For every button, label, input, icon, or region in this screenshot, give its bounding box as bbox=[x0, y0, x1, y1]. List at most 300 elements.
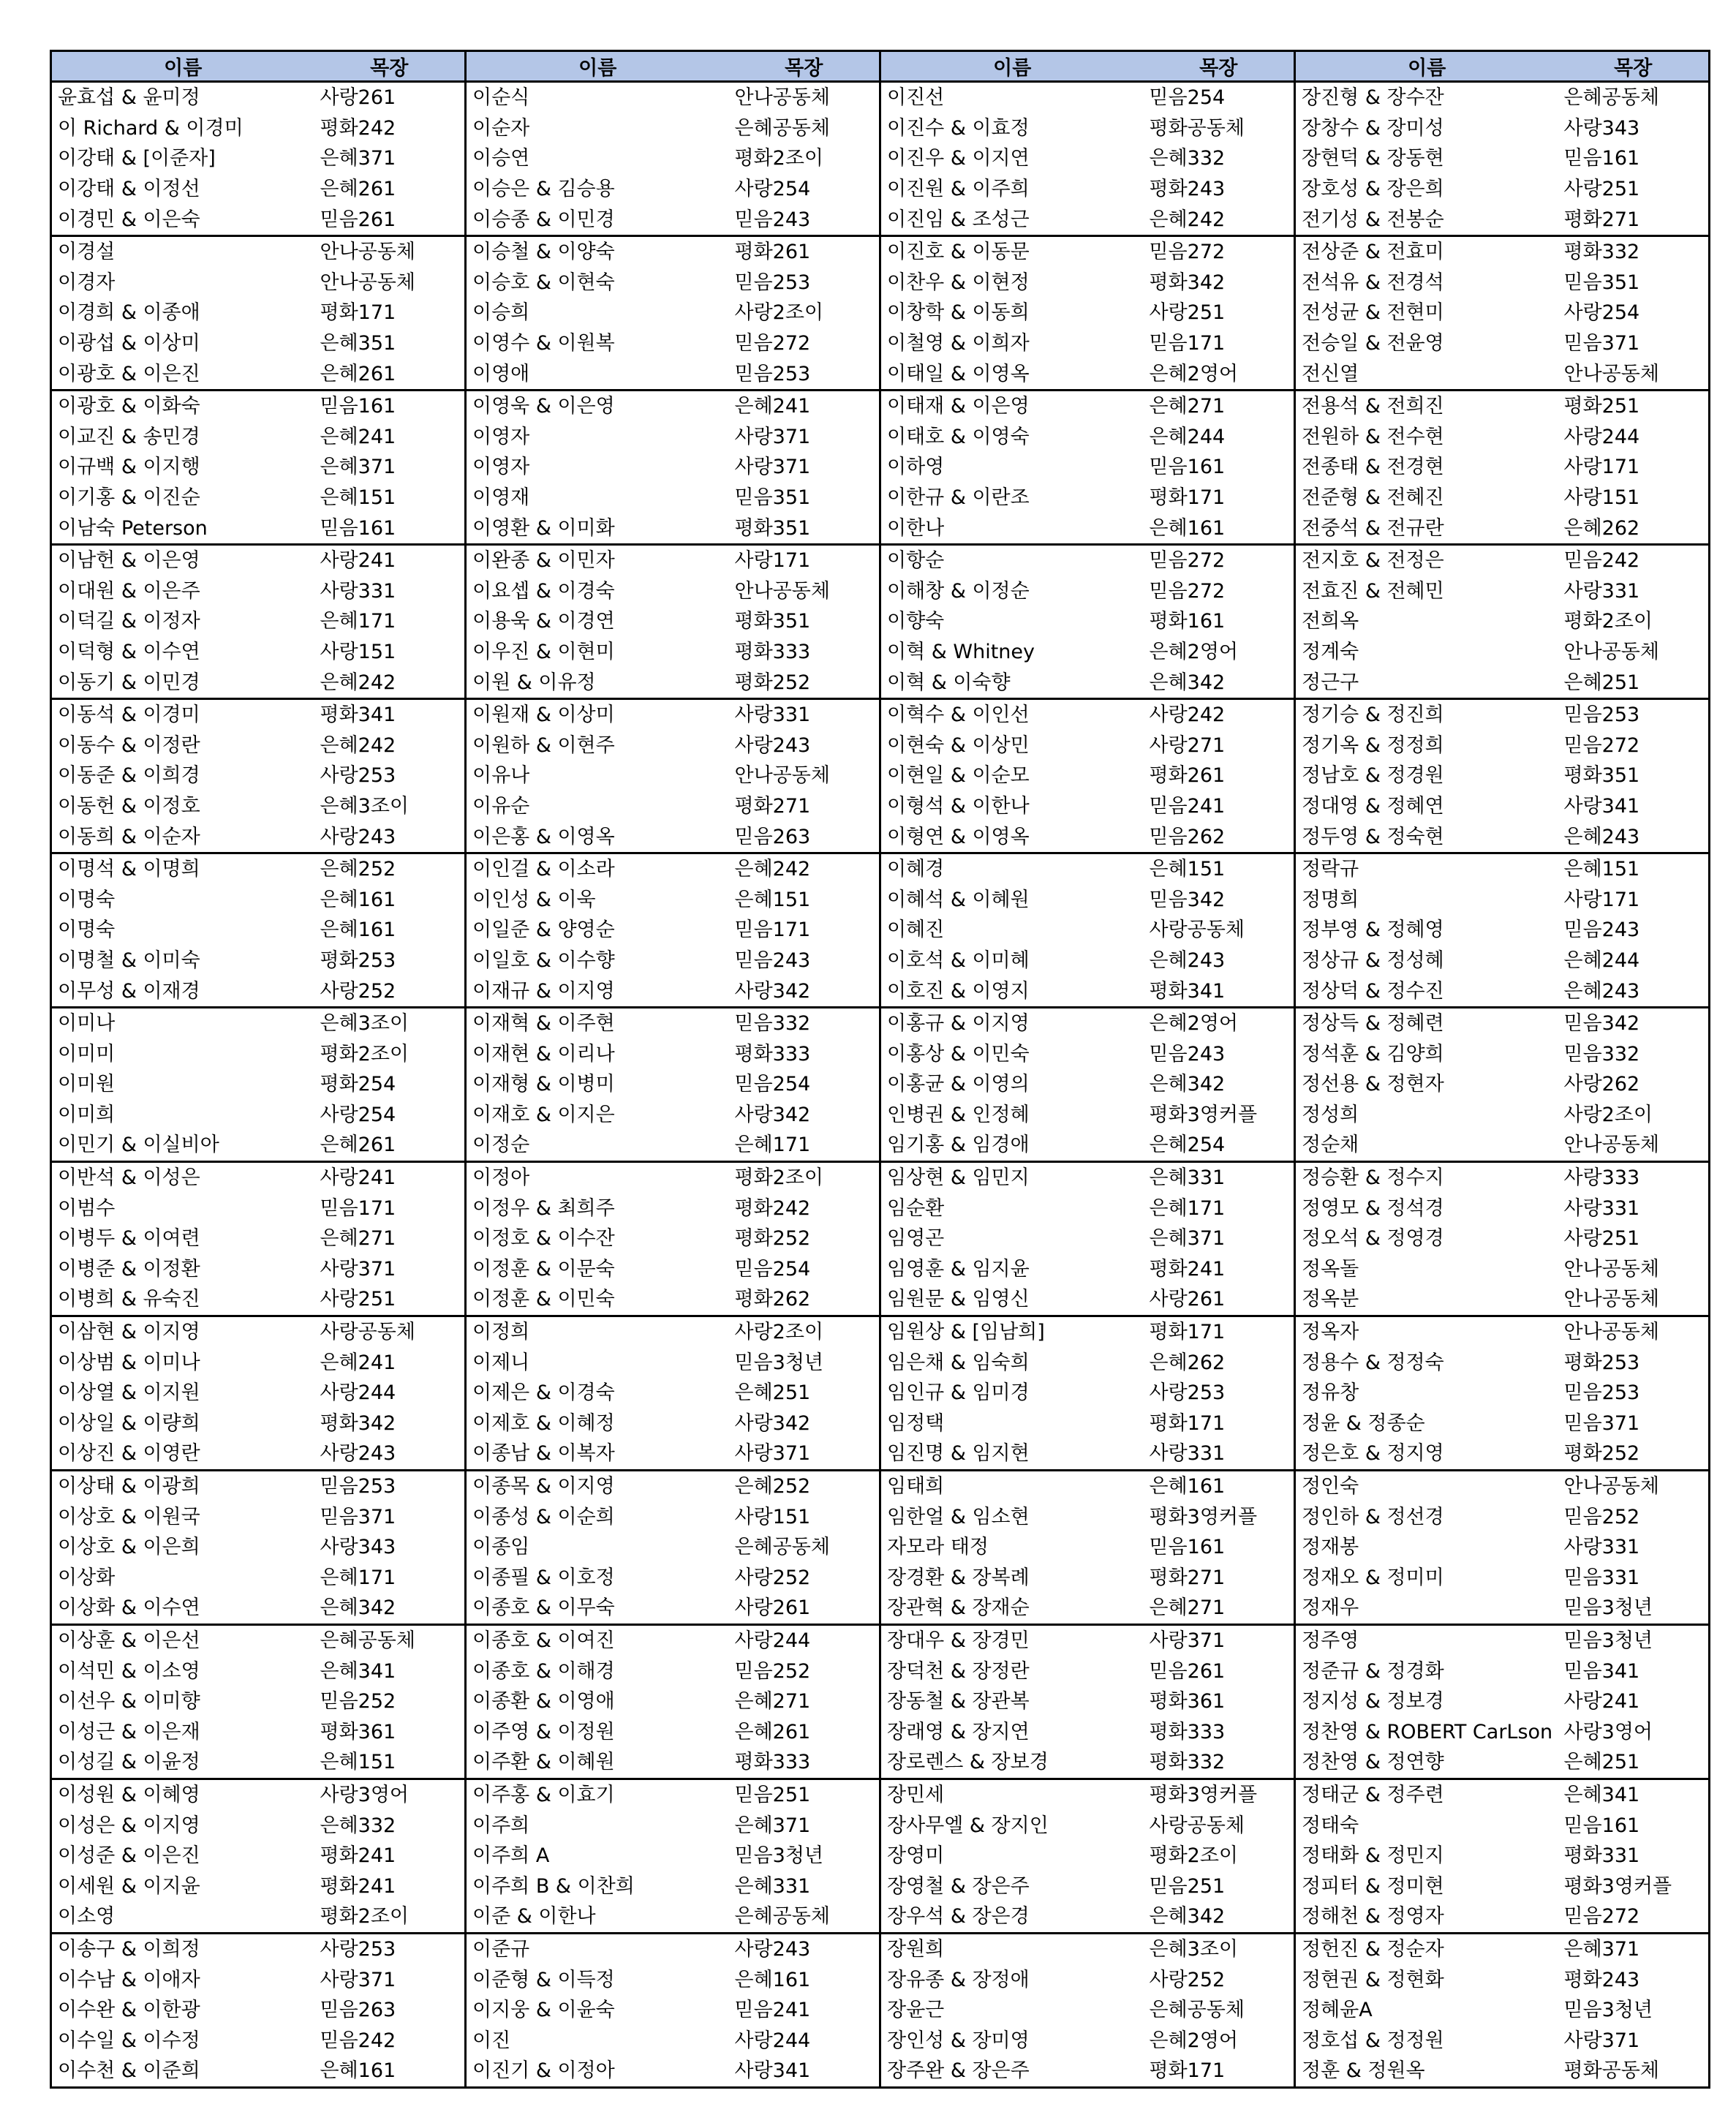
group-cell: 은혜371 bbox=[314, 452, 466, 483]
member-name-cell: 이동희 & 이순자 bbox=[51, 821, 314, 853]
table-row bbox=[51, 1563, 1710, 1594]
member-name-cell: 장경환 & 장복례 bbox=[880, 1563, 1144, 1594]
group-cell: 평화171 bbox=[1144, 1409, 1295, 1439]
member-name-cell: 이송구 & 이희정 bbox=[51, 1933, 314, 1964]
member-name-cell: 이인성 & 이욱 bbox=[466, 884, 729, 915]
member-name-cell: 정유창 bbox=[1295, 1378, 1558, 1409]
table-row bbox=[51, 1409, 1710, 1439]
member-name-cell: 정찬영 & ROBERT CarLson bbox=[1295, 1716, 1558, 1747]
group-cell: 평화333 bbox=[729, 637, 880, 668]
member-name-cell: 이기홍 & 이진순 bbox=[51, 483, 314, 513]
member-name-cell: 장호성 & 장은희 bbox=[1295, 174, 1558, 205]
member-name-cell: 이태호 & 이영숙 bbox=[880, 422, 1144, 453]
group-cell: 은혜244 bbox=[1144, 422, 1295, 453]
table-row bbox=[51, 235, 1710, 267]
table-row bbox=[51, 853, 1710, 884]
group-cell: 사랑251 bbox=[1558, 1223, 1710, 1254]
member-name-cell: 이광섭 & 이상미 bbox=[51, 328, 314, 359]
group-cell: 사랑371 bbox=[729, 452, 880, 483]
group-cell: 사랑254 bbox=[314, 1100, 466, 1131]
member-name-cell: 이영환 & 이미화 bbox=[466, 513, 729, 544]
member-name-cell: 이동석 & 이경미 bbox=[51, 698, 314, 730]
group-cell: 은혜251 bbox=[1558, 667, 1710, 698]
group-cell: 안나공동체 bbox=[1558, 358, 1710, 390]
member-name-cell: 이정훈 & 이민숙 bbox=[466, 1284, 729, 1316]
group-cell: 사랑331 bbox=[1558, 1532, 1710, 1563]
member-name-cell: 전성균 & 전현미 bbox=[1295, 298, 1558, 328]
group-cell: 은혜242 bbox=[1144, 204, 1295, 235]
table-row bbox=[51, 1747, 1710, 1779]
member-name-cell: 정순채 bbox=[1295, 1130, 1558, 1161]
table-row bbox=[51, 513, 1710, 544]
table-row bbox=[51, 2056, 1710, 2087]
member-name-cell: 이상호 & 이은희 bbox=[51, 1532, 314, 1563]
member-name-cell: 이홍상 & 이민숙 bbox=[880, 1038, 1144, 1069]
member-name-cell: 이성은 & 이지영 bbox=[51, 1810, 314, 1841]
member-name-cell: 이형연 & 이영옥 bbox=[880, 821, 1144, 853]
group-cell: 은혜351 bbox=[314, 328, 466, 359]
table-row bbox=[51, 1347, 1710, 1378]
group-cell: 믿음253 bbox=[729, 268, 880, 298]
group-cell: 사랑271 bbox=[1144, 730, 1295, 761]
group-cell: 사랑371 bbox=[729, 1438, 880, 1470]
group-cell: 평화161 bbox=[1144, 606, 1295, 637]
member-name-cell: 이진호 & 이동문 bbox=[880, 235, 1144, 267]
group-cell: 은혜251 bbox=[1558, 1747, 1710, 1779]
group-cell: 믿음371 bbox=[314, 1501, 466, 1532]
member-name-cell: 이주환 & 이혜원 bbox=[466, 1747, 729, 1779]
group-cell: 사랑243 bbox=[314, 1438, 466, 1470]
group-cell: 사랑241 bbox=[314, 1161, 466, 1193]
member-name-cell: 이영수 & 이원복 bbox=[466, 328, 729, 359]
group-cell: 은혜151 bbox=[1558, 853, 1710, 884]
group-cell: 사랑333 bbox=[1558, 1161, 1710, 1193]
group-cell: 은혜371 bbox=[1558, 1933, 1710, 1964]
group-cell: 사랑343 bbox=[314, 1532, 466, 1563]
group-cell: 평화252 bbox=[729, 667, 880, 698]
group-cell: 평화공동체 bbox=[1144, 113, 1295, 144]
group-cell: 평화243 bbox=[1558, 1964, 1710, 1995]
member-name-cell: 이선우 & 이미향 bbox=[51, 1686, 314, 1717]
table-row bbox=[51, 1686, 1710, 1717]
group-cell: 평화171 bbox=[1144, 2056, 1295, 2087]
member-name-cell: 이종환 & 이영애 bbox=[466, 1686, 729, 1717]
member-name-cell: 이승철 & 이양숙 bbox=[466, 235, 729, 267]
member-name-cell: 이찬우 & 이현정 bbox=[880, 268, 1144, 298]
group-cell: 믿음261 bbox=[1144, 1656, 1295, 1686]
group-cell: 믿음251 bbox=[729, 1779, 880, 1810]
group-cell: 은혜262 bbox=[1144, 1347, 1295, 1378]
table-row bbox=[51, 1378, 1710, 1409]
member-name-cell: 이원 & 이유정 bbox=[466, 667, 729, 698]
member-name-cell: 이태일 & 이영옥 bbox=[880, 358, 1144, 390]
member-name-cell: 이요셉 & 이경숙 bbox=[466, 576, 729, 607]
group-cell: 믿음251 bbox=[1144, 1871, 1295, 1901]
group-cell: 은혜341 bbox=[314, 1656, 466, 1686]
group-cell: 안나공동체 bbox=[314, 268, 466, 298]
table-row bbox=[51, 1130, 1710, 1161]
group-cell: 믿음242 bbox=[1558, 544, 1710, 576]
group-cell: 사랑151 bbox=[314, 637, 466, 668]
member-name-cell: 이유나 bbox=[466, 761, 729, 791]
group-cell: 평화공동체 bbox=[1558, 2056, 1710, 2087]
member-name-cell: 이병희 & 유숙진 bbox=[51, 1284, 314, 1316]
member-name-cell: 정재우 bbox=[1295, 1593, 1558, 1624]
member-name-cell: 전중석 & 전규란 bbox=[1295, 513, 1558, 544]
group-cell: 사랑254 bbox=[1558, 298, 1710, 328]
member-name-cell: 이종호 & 이해경 bbox=[466, 1656, 729, 1686]
group-cell: 믿음332 bbox=[1558, 1038, 1710, 1069]
table-row bbox=[51, 390, 1710, 421]
member-name-cell: 정상덕 & 정수진 bbox=[1295, 976, 1558, 1007]
group-cell: 사랑244 bbox=[729, 1624, 880, 1656]
member-name-cell: 이승호 & 이현숙 bbox=[466, 268, 729, 298]
member-name-cell: 이향숙 bbox=[880, 606, 1144, 637]
member-name-cell: 이호석 & 이미혜 bbox=[880, 946, 1144, 976]
group-cell: 사랑331 bbox=[314, 576, 466, 607]
group-cell: 믿음254 bbox=[1144, 82, 1295, 113]
group-cell: 은혜151 bbox=[314, 483, 466, 513]
group-cell: 은혜331 bbox=[729, 1871, 880, 1901]
group-cell: 평화361 bbox=[1144, 1686, 1295, 1717]
group-cell: 사랑253 bbox=[314, 1933, 466, 1964]
group-cell: 은혜244 bbox=[1558, 946, 1710, 976]
table-row bbox=[51, 1038, 1710, 1069]
member-name-cell: 이우진 & 이현미 bbox=[466, 637, 729, 668]
member-name-cell: 이진 bbox=[466, 2025, 729, 2056]
member-name-cell: 이준 & 이한나 bbox=[466, 1901, 729, 1933]
member-name-cell: 장주완 & 장은주 bbox=[880, 2056, 1144, 2087]
member-name-cell: 이수완 & 이한광 bbox=[51, 1995, 314, 2026]
table-body bbox=[51, 82, 1710, 2088]
group-cell: 평화252 bbox=[1558, 1438, 1710, 1470]
group-cell: 믿음241 bbox=[729, 1995, 880, 2026]
group-cell: 사랑343 bbox=[1558, 113, 1710, 144]
member-name-cell: 장래영 & 장지연 bbox=[880, 1716, 1144, 1747]
member-name-cell: 장창수 & 장미성 bbox=[1295, 113, 1558, 144]
group-cell: 평화261 bbox=[1144, 761, 1295, 791]
group-cell: 평화242 bbox=[314, 113, 466, 144]
group-cell: 은혜공동체 bbox=[314, 1624, 466, 1656]
group-cell: 사랑171 bbox=[1558, 452, 1710, 483]
group-cell: 평화351 bbox=[1558, 761, 1710, 791]
member-name-cell: 이소영 bbox=[51, 1901, 314, 1933]
member-name-cell: 이순식 bbox=[466, 82, 729, 113]
member-name-cell: 이정아 bbox=[466, 1161, 729, 1193]
member-name-cell: 정상득 & 정혜련 bbox=[1295, 1007, 1558, 1038]
member-name-cell: 이미원 bbox=[51, 1069, 314, 1100]
group-cell: 사랑244 bbox=[314, 1378, 466, 1409]
group-cell: 믿음161 bbox=[1144, 452, 1295, 483]
member-name-cell: 임원상 & [임남희] bbox=[880, 1316, 1144, 1347]
group-cell: 은혜243 bbox=[1144, 946, 1295, 976]
group-cell: 사랑371 bbox=[1558, 2025, 1710, 2056]
member-name-cell: 정지성 & 정보경 bbox=[1295, 1686, 1558, 1717]
group-cell: 은혜342 bbox=[1144, 667, 1295, 698]
member-name-cell: 정헌진 & 정순자 bbox=[1295, 1933, 1558, 1964]
member-name-cell: 임원문 & 임영신 bbox=[880, 1284, 1144, 1316]
member-name-cell: 이병준 & 이정환 bbox=[51, 1254, 314, 1285]
member-name-cell: 이 Richard & 이경미 bbox=[51, 113, 314, 144]
member-name-cell: 임태희 bbox=[880, 1470, 1144, 1501]
member-name-cell: 이주홍 & 이효기 bbox=[466, 1779, 729, 1810]
table-row bbox=[51, 637, 1710, 668]
group-cell: 은혜161 bbox=[314, 915, 466, 946]
group-cell: 안나공동체 bbox=[1558, 1470, 1710, 1501]
group-cell: 사랑241 bbox=[314, 544, 466, 576]
member-name-cell: 이경민 & 이은숙 bbox=[51, 204, 314, 235]
table-row bbox=[51, 915, 1710, 946]
group-cell: 평화271 bbox=[729, 791, 880, 822]
group-cell: 안나공동체 bbox=[729, 82, 880, 113]
group-cell: 사랑171 bbox=[1558, 884, 1710, 915]
group-cell: 은혜3조이 bbox=[314, 791, 466, 822]
group-cell: 사랑341 bbox=[729, 2056, 880, 2087]
member-name-cell: 임인규 & 임미경 bbox=[880, 1378, 1144, 1409]
member-name-cell: 이경자 bbox=[51, 268, 314, 298]
group-cell: 사랑공동체 bbox=[314, 1316, 466, 1347]
member-name-cell: 이광호 & 이화숙 bbox=[51, 390, 314, 421]
member-name-cell: 정재봉 bbox=[1295, 1532, 1558, 1563]
group-cell: 평화2조이 bbox=[729, 1161, 880, 1193]
member-name-cell: 이재현 & 이리나 bbox=[466, 1038, 729, 1069]
member-name-cell: 이남숙 Peterson bbox=[51, 513, 314, 544]
group-cell: 평화2조이 bbox=[1558, 606, 1710, 637]
group-cell: 믿음342 bbox=[1558, 1007, 1710, 1038]
group-cell: 믿음371 bbox=[1558, 328, 1710, 359]
group-cell: 안나공동체 bbox=[1558, 1316, 1710, 1347]
group-cell: 평화333 bbox=[729, 1747, 880, 1779]
group-cell: 믿음272 bbox=[1144, 576, 1295, 607]
group-cell: 믿음254 bbox=[729, 1254, 880, 1285]
member-name-cell: 임진명 & 임지현 bbox=[880, 1438, 1144, 1470]
group-cell: 믿음331 bbox=[1558, 1563, 1710, 1594]
table-row bbox=[51, 1161, 1710, 1193]
group-cell: 사랑254 bbox=[729, 174, 880, 205]
group-cell: 사랑243 bbox=[314, 821, 466, 853]
member-name-cell: 이성원 & 이혜영 bbox=[51, 1779, 314, 1810]
group-cell: 평화342 bbox=[314, 1409, 466, 1439]
member-name-cell: 이창학 & 이동희 bbox=[880, 298, 1144, 328]
group-cell: 평화332 bbox=[1558, 235, 1710, 267]
member-name-cell: 정호섭 & 정정원 bbox=[1295, 2025, 1558, 2056]
group-cell: 은혜332 bbox=[1144, 143, 1295, 174]
table-row bbox=[51, 2025, 1710, 2056]
group-cell: 믿음272 bbox=[729, 328, 880, 359]
member-name-cell: 이경설 bbox=[51, 235, 314, 267]
group-cell: 은혜242 bbox=[314, 667, 466, 698]
member-name-cell: 이준형 & 이득정 bbox=[466, 1964, 729, 1995]
group-cell: 믿음252 bbox=[314, 1686, 466, 1717]
group-cell: 은혜342 bbox=[1144, 1901, 1295, 1933]
member-name-cell: 이형석 & 이한나 bbox=[880, 791, 1144, 822]
table-row bbox=[51, 1871, 1710, 1901]
table-row bbox=[51, 1100, 1710, 1131]
group-cell: 사랑342 bbox=[729, 976, 880, 1007]
group-cell: 은혜151 bbox=[314, 1747, 466, 1779]
member-name-cell: 정옥돌 bbox=[1295, 1254, 1558, 1285]
group-cell: 사랑253 bbox=[314, 761, 466, 791]
member-name-cell: 이혜경 bbox=[880, 853, 1144, 884]
group-cell: 은혜371 bbox=[1144, 1223, 1295, 1254]
group-cell: 은혜241 bbox=[314, 1347, 466, 1378]
member-name-cell: 이완종 & 이민자 bbox=[466, 544, 729, 576]
member-name-cell: 이영재 bbox=[466, 483, 729, 513]
member-name-cell: 이수일 & 이수정 bbox=[51, 2025, 314, 2056]
table-row bbox=[51, 82, 1710, 113]
table-row bbox=[51, 1316, 1710, 1347]
group-cell: 믿음171 bbox=[314, 1193, 466, 1223]
table-row bbox=[51, 1470, 1710, 1501]
group-cell: 믿음263 bbox=[729, 821, 880, 853]
group-cell: 안나공동체 bbox=[729, 761, 880, 791]
column-header-name: 이름 bbox=[1295, 51, 1558, 82]
member-name-cell: 이진임 & 조성근 bbox=[880, 204, 1144, 235]
group-cell: 사랑253 bbox=[1144, 1378, 1295, 1409]
group-cell: 은혜161 bbox=[1144, 1470, 1295, 1501]
group-cell: 은혜261 bbox=[729, 1716, 880, 1747]
table-row bbox=[51, 1716, 1710, 1747]
member-name-cell: 정재오 & 정미미 bbox=[1295, 1563, 1558, 1594]
member-name-cell: 정계숙 bbox=[1295, 637, 1558, 668]
group-cell: 은혜171 bbox=[729, 1130, 880, 1161]
table-row bbox=[51, 1223, 1710, 1254]
member-name-cell: 임기홍 & 임경애 bbox=[880, 1130, 1144, 1161]
member-name-cell: 이종호 & 이무숙 bbox=[466, 1593, 729, 1624]
group-cell: 은혜2영어 bbox=[1144, 2025, 1295, 2056]
group-cell: 은혜242 bbox=[729, 853, 880, 884]
member-name-cell: 이재형 & 이병미 bbox=[466, 1069, 729, 1100]
member-name-cell: 정혜윤A bbox=[1295, 1995, 1558, 2026]
member-name-cell: 정석훈 & 김양희 bbox=[1295, 1038, 1558, 1069]
group-cell: 사랑151 bbox=[729, 1501, 880, 1532]
group-cell: 은혜161 bbox=[729, 1964, 880, 1995]
group-cell: 사랑331 bbox=[1558, 1193, 1710, 1223]
group-cell: 은혜261 bbox=[314, 174, 466, 205]
member-name-cell: 장대우 & 장경민 bbox=[880, 1624, 1144, 1656]
group-cell: 평화241 bbox=[1144, 1254, 1295, 1285]
group-cell: 은혜252 bbox=[314, 853, 466, 884]
group-cell: 사랑371 bbox=[729, 422, 880, 453]
member-name-cell: 장인성 & 장미영 bbox=[880, 2025, 1144, 2056]
group-cell: 은혜262 bbox=[1558, 513, 1710, 544]
group-cell: 평화333 bbox=[729, 1038, 880, 1069]
table-row bbox=[51, 576, 1710, 607]
member-name-cell: 이무성 & 이재경 bbox=[51, 976, 314, 1007]
table-row bbox=[51, 298, 1710, 328]
member-name-cell: 이제은 & 이경숙 bbox=[466, 1378, 729, 1409]
group-cell: 은혜161 bbox=[314, 884, 466, 915]
member-name-cell: 이명숙 bbox=[51, 884, 314, 915]
member-name-cell: 이혜석 & 이혜원 bbox=[880, 884, 1144, 915]
group-cell: 믿음351 bbox=[729, 483, 880, 513]
member-name-cell: 이삼현 & 이지영 bbox=[51, 1316, 314, 1347]
member-name-cell: 이승은 & 김승용 bbox=[466, 174, 729, 205]
member-name-cell: 이명석 & 이명희 bbox=[51, 853, 314, 884]
table-row bbox=[51, 884, 1710, 915]
member-name-cell: 이덕길 & 이정자 bbox=[51, 606, 314, 637]
member-name-cell: 정태숙 bbox=[1295, 1810, 1558, 1841]
member-name-cell: 장사무엘 & 장지인 bbox=[880, 1810, 1144, 1841]
column-header-group: 목장 bbox=[729, 51, 880, 82]
group-cell: 은혜171 bbox=[314, 1563, 466, 1594]
member-name-cell: 이미희 bbox=[51, 1100, 314, 1131]
column-header-group: 목장 bbox=[1558, 51, 1710, 82]
group-cell: 믿음161 bbox=[1558, 143, 1710, 174]
group-cell: 평화333 bbox=[1144, 1716, 1295, 1747]
member-name-cell: 이상훈 & 이은선 bbox=[51, 1624, 314, 1656]
group-cell: 은혜161 bbox=[1144, 513, 1295, 544]
table-row bbox=[51, 1933, 1710, 1964]
group-cell: 사랑262 bbox=[1558, 1069, 1710, 1100]
group-cell: 평화254 bbox=[314, 1069, 466, 1100]
member-name-cell: 이정희 bbox=[466, 1316, 729, 1347]
group-cell: 은혜243 bbox=[1558, 821, 1710, 853]
member-name-cell: 이영애 bbox=[466, 358, 729, 390]
member-name-cell: 이항순 bbox=[880, 544, 1144, 576]
table-row bbox=[51, 422, 1710, 453]
group-cell: 평화252 bbox=[729, 1223, 880, 1254]
table-row bbox=[51, 1254, 1710, 1285]
column-header-name: 이름 bbox=[51, 51, 314, 82]
member-name-cell: 정준규 & 정경화 bbox=[1295, 1656, 1558, 1686]
member-name-cell: 정부영 & 정혜영 bbox=[1295, 915, 1558, 946]
group-cell: 은혜371 bbox=[314, 143, 466, 174]
group-cell: 사랑2조이 bbox=[729, 1316, 880, 1347]
group-cell: 믿음243 bbox=[1558, 915, 1710, 946]
member-name-cell: 전기성 & 전봉순 bbox=[1295, 204, 1558, 235]
member-name-cell: 이혁 & 이숙향 bbox=[880, 667, 1144, 698]
member-name-cell: 장덕천 & 장정란 bbox=[880, 1656, 1144, 1686]
member-name-cell: 정대영 & 정혜연 bbox=[1295, 791, 1558, 822]
member-name-cell: 이정순 bbox=[466, 1130, 729, 1161]
member-name-cell: 이상화 bbox=[51, 1563, 314, 1594]
group-cell: 믿음341 bbox=[1558, 1656, 1710, 1686]
group-cell: 믿음3청년 bbox=[1558, 1593, 1710, 1624]
member-name-cell: 이종남 & 이복자 bbox=[466, 1438, 729, 1470]
member-name-cell: 정인하 & 정선경 bbox=[1295, 1501, 1558, 1532]
member-name-cell: 장우석 & 장은경 bbox=[880, 1901, 1144, 1933]
member-name-cell: 장영철 & 장은주 bbox=[880, 1871, 1144, 1901]
member-name-cell: 정기승 & 정진희 bbox=[1295, 698, 1558, 730]
group-cell: 믿음253 bbox=[314, 1470, 466, 1501]
member-name-cell: 이명철 & 이미숙 bbox=[51, 946, 314, 976]
member-name-cell: 정두영 & 정숙현 bbox=[1295, 821, 1558, 853]
group-cell: 사랑244 bbox=[729, 2025, 880, 2056]
group-cell: 은혜331 bbox=[1144, 1161, 1295, 1193]
member-name-cell: 전원하 & 전수현 bbox=[1295, 422, 1558, 453]
group-cell: 은혜271 bbox=[314, 1223, 466, 1254]
table-row bbox=[51, 1656, 1710, 1686]
group-cell: 평화171 bbox=[1144, 1316, 1295, 1347]
member-name-cell: 이강태 & 이정선 bbox=[51, 174, 314, 205]
member-name-cell: 이지웅 & 이윤숙 bbox=[466, 1995, 729, 2026]
group-cell: 믿음161 bbox=[1144, 1532, 1295, 1563]
member-name-cell: 이주희 B & 이찬희 bbox=[466, 1871, 729, 1901]
group-cell: 믿음254 bbox=[729, 1069, 880, 1100]
member-name-cell: 정훈 & 정원옥 bbox=[1295, 2056, 1558, 2087]
group-cell: 믿음263 bbox=[314, 1995, 466, 2026]
member-name-cell: 장윤근 bbox=[880, 1995, 1144, 2026]
member-name-cell: 임순환 bbox=[880, 1193, 1144, 1223]
group-cell: 믿음252 bbox=[1558, 1501, 1710, 1532]
group-cell: 믿음253 bbox=[729, 358, 880, 390]
member-name-cell: 이동기 & 이민경 bbox=[51, 667, 314, 698]
member-name-cell: 임정택 bbox=[880, 1409, 1144, 1439]
member-name-cell: 이종목 & 이지영 bbox=[466, 1470, 729, 1501]
group-cell: 안나공동체 bbox=[1558, 1130, 1710, 1161]
group-cell: 은혜342 bbox=[314, 1593, 466, 1624]
